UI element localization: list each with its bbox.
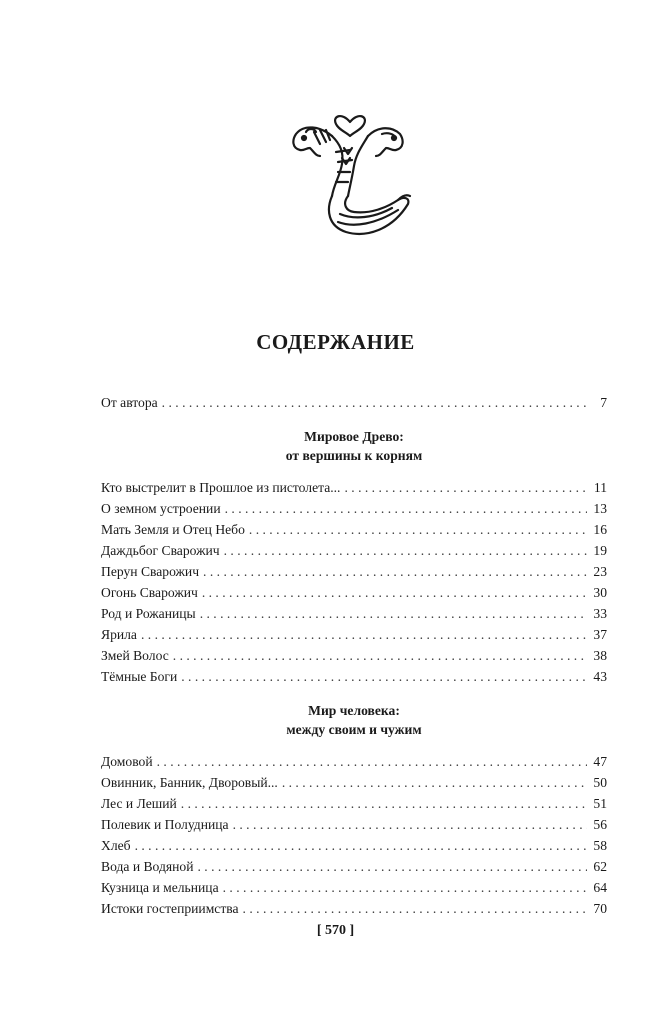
dot-leader xyxy=(203,561,587,582)
dot-leader xyxy=(233,814,587,835)
toc-entry-label: Кузница и мельница xyxy=(101,880,219,895)
section-heading-line: от вершины к корням xyxy=(285,448,423,463)
toc-entry-page: 43 xyxy=(593,669,607,684)
toc-entry-label: О земном устроении xyxy=(101,501,221,516)
toc-entry[interactable] xyxy=(101,898,607,919)
toc-entry-page: 58 xyxy=(593,838,607,853)
toc-entry[interactable] xyxy=(101,793,607,814)
section-heading-1 xyxy=(101,427,607,465)
toc-entry-page: 38 xyxy=(593,648,607,663)
toc-entry-label: Овинник, Банник, Дворовый... xyxy=(101,775,278,790)
toc-entry-label: Огонь Сварожич xyxy=(101,585,198,600)
dot-leader xyxy=(173,645,587,666)
dot-leader xyxy=(181,793,587,814)
toc-entry-label: Мать Земля и Отец Небо xyxy=(101,522,245,537)
toc-entry[interactable] xyxy=(101,582,607,603)
toc-entry-label: Полевик и Полудница xyxy=(101,817,229,832)
toc-entry-page: 47 xyxy=(593,754,607,769)
toc-entry-label: Кто выстрелит в Прошлое из пистолета... xyxy=(101,480,341,495)
toc-entry-label: Ярила xyxy=(101,627,137,642)
toc-entry-intro[interactable] xyxy=(101,392,607,413)
toc-entry-page: 50 xyxy=(593,775,607,790)
toc-entry-page: 56 xyxy=(593,817,607,832)
dot-leader xyxy=(223,877,587,898)
toc-entry-page: 62 xyxy=(593,859,607,874)
toc-entry[interactable] xyxy=(101,772,607,793)
dot-leader xyxy=(197,856,587,877)
dot-leader xyxy=(200,603,587,624)
toc-entry-page: 16 xyxy=(593,522,607,537)
toc-entry[interactable] xyxy=(101,540,607,561)
dot-leader xyxy=(243,898,587,919)
dot-leader xyxy=(181,666,587,687)
toc-entry-label: Домовой xyxy=(101,754,153,769)
horse-head-ladle-icon xyxy=(270,92,430,252)
dot-leader xyxy=(141,624,587,645)
toc-entry[interactable] xyxy=(101,519,607,540)
toc-entry-label: От автора xyxy=(101,395,158,410)
toc-entry-page: 30 xyxy=(593,585,607,600)
page-title: СОДЕРЖАНИЕ xyxy=(256,330,415,354)
toc-entry[interactable] xyxy=(101,498,607,519)
toc-entry-label: Перун Сварожич xyxy=(101,564,200,579)
toc-entry-page: 64 xyxy=(593,880,607,895)
dot-leader xyxy=(157,751,587,772)
toc-entry-label: Хлеб xyxy=(101,838,131,853)
dot-leader xyxy=(224,540,587,561)
toc-entry[interactable] xyxy=(101,877,607,898)
toc-entry-page: 37 xyxy=(593,627,607,642)
toc-entry[interactable] xyxy=(101,477,607,498)
dot-leader xyxy=(225,498,587,519)
dot-leader xyxy=(202,582,587,603)
toc-entry-page: 23 xyxy=(593,564,607,579)
toc-entry-page: 51 xyxy=(593,796,607,811)
toc-entry[interactable] xyxy=(101,603,607,624)
section-heading-line: между своим и чужим xyxy=(286,722,422,737)
toc-entry-page: 11 xyxy=(593,480,607,495)
dot-leader xyxy=(282,772,587,793)
section-heading-line: Мировое Древо: xyxy=(304,429,404,444)
dot-leader xyxy=(249,519,587,540)
toc-entry-label: Даждьбог Сварожич xyxy=(101,543,220,558)
toc-entry[interactable] xyxy=(101,624,607,645)
toc-entry[interactable] xyxy=(101,751,607,772)
toc-entry-label: Вода и Водяной xyxy=(101,859,194,874)
toc-entry-page: 19 xyxy=(593,543,607,558)
dot-leader xyxy=(162,392,587,413)
toc-entry-page: 33 xyxy=(593,606,607,621)
toc-entry-label: Тёмные Боги xyxy=(101,669,178,684)
toc-entry[interactable] xyxy=(101,856,607,877)
dot-leader xyxy=(135,835,587,856)
section-heading-line: Мир человека: xyxy=(308,703,400,718)
toc-entry[interactable] xyxy=(101,814,607,835)
toc-entry-page: 70 xyxy=(593,901,607,916)
table-of-contents xyxy=(101,392,607,919)
page-number: [ 570 ] xyxy=(316,923,355,938)
toc-entry-label: Змей Волос xyxy=(101,648,169,663)
toc-entry-page: 13 xyxy=(593,501,607,516)
toc-entry[interactable] xyxy=(101,835,607,856)
dot-leader xyxy=(344,477,587,498)
toc-entry[interactable] xyxy=(101,561,607,582)
section-heading-2 xyxy=(101,701,607,739)
toc-entry-label: Род и Рожаницы xyxy=(101,606,196,621)
toc-entry-page: 7 xyxy=(600,395,607,410)
toc-entry-label: Истоки гостеприимства xyxy=(101,901,239,916)
toc-entry[interactable] xyxy=(101,666,607,687)
toc-entry-label: Лес и Леший xyxy=(101,796,177,811)
toc-entry[interactable] xyxy=(101,645,607,666)
